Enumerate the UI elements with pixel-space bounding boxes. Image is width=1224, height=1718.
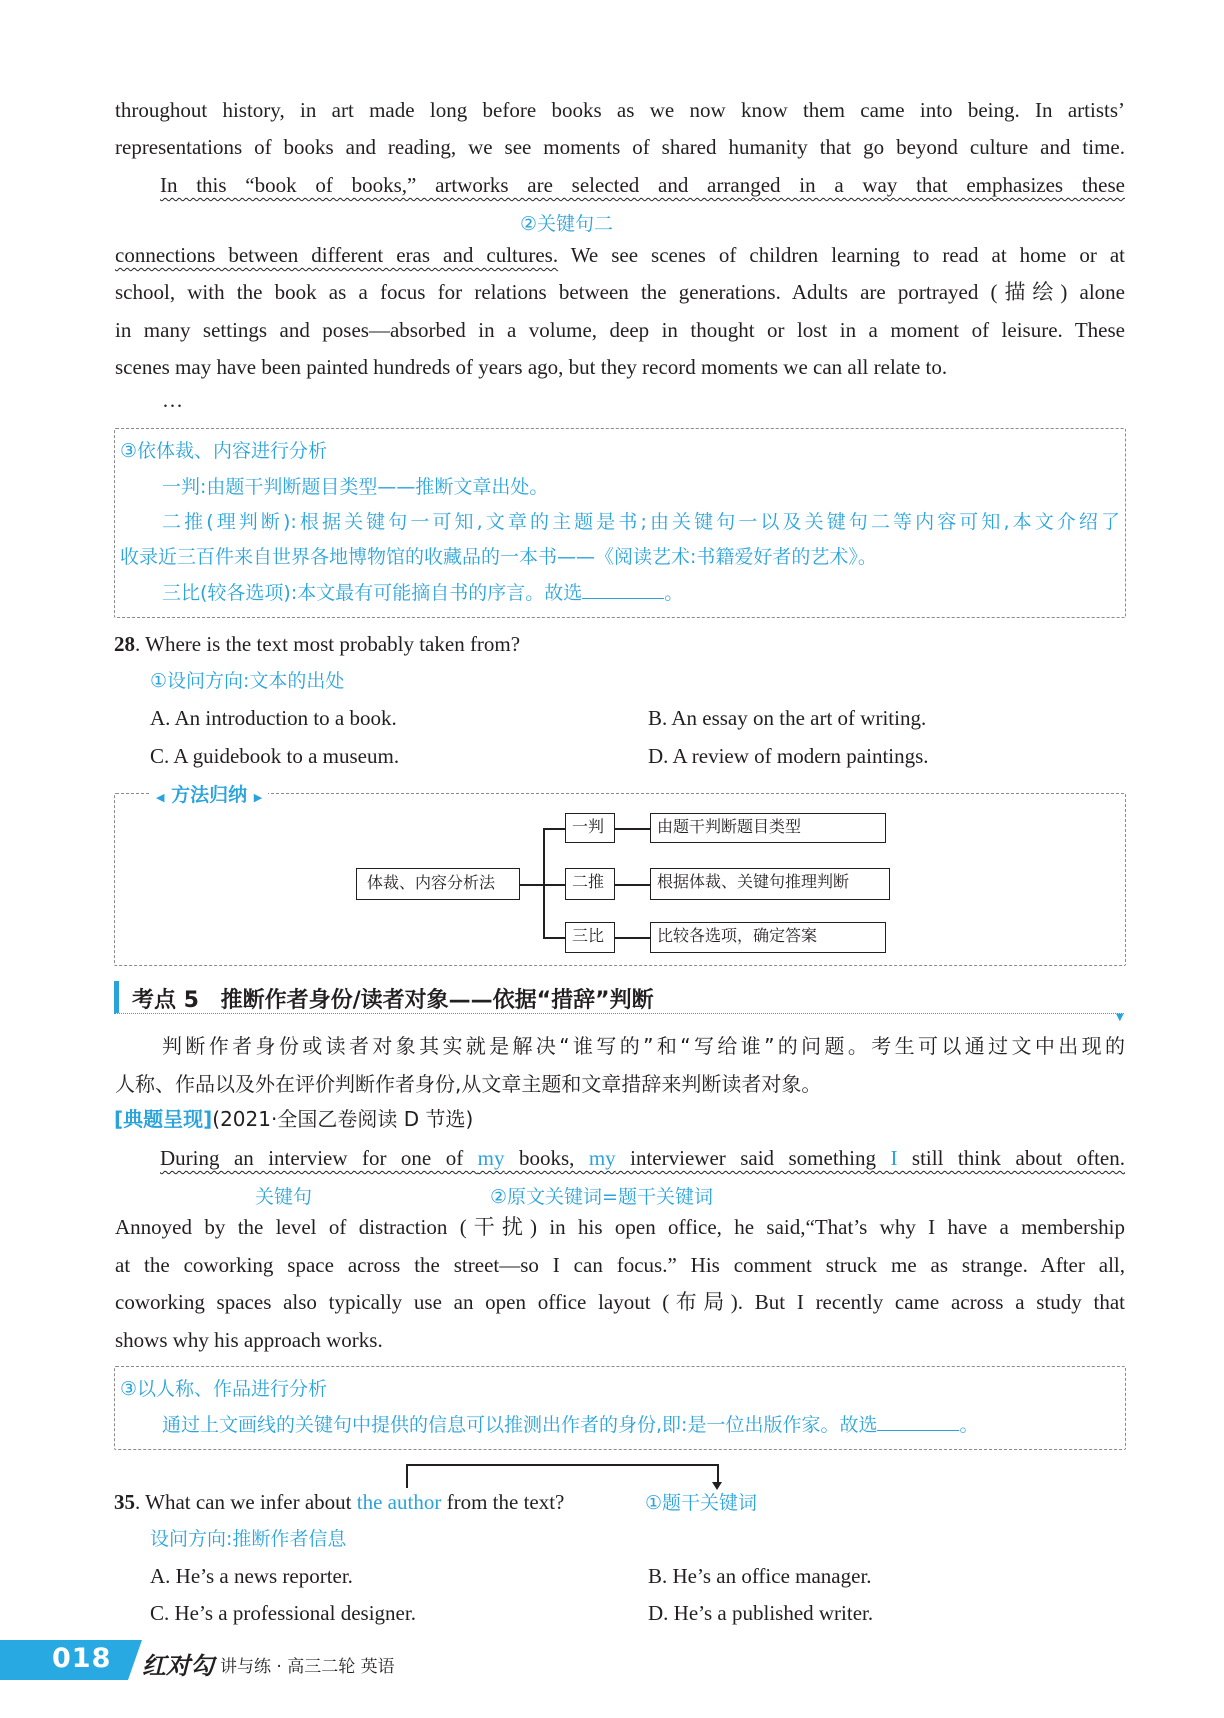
- option-b: B. An essay on the art of writing.: [648, 706, 927, 730]
- option-a: A. He’s a news reporter.: [150, 1564, 353, 1588]
- annotation-key-sentence: 关键句: [255, 1186, 313, 1208]
- left-arrow-icon: ◀: [156, 791, 165, 804]
- answer-blank: [582, 578, 664, 599]
- analysis-step: 通过上文画线的关键句中提供的信息可以推测出作者的身份,即:是一位出版作家。故选 。: [162, 1408, 978, 1442]
- keyword-connector: [406, 1464, 408, 1488]
- option-b: B. He’s an office manager.: [648, 1564, 872, 1588]
- option-c: C. He’s a professional designer.: [150, 1601, 416, 1625]
- example-header: [114, 1103, 473, 1132]
- chevron-down-icon: ▼: [1116, 1012, 1124, 1023]
- series-title: 讲与练 · 高三二轮 英语: [220, 1657, 395, 1677]
- passage-line: scenes may have been painted hundreds of years ago, but they record moments we can all relate to.: [115, 355, 948, 379]
- right-arrow-icon: ▶: [253, 791, 263, 804]
- ellipsis: …: [162, 388, 183, 412]
- annotation-key-sentence-2: ②关键句二: [520, 213, 614, 235]
- page-number-bar-tip: [128, 1640, 142, 1680]
- question-28: 28. Where is the text most probably taken from?: [114, 632, 521, 656]
- method-step-desc: 由题干判断题目类型: [650, 813, 886, 843]
- passage-line: school, with the book as a focus for relations between the generations. Adults are portrayed (描绘) alone: [115, 280, 1125, 304]
- method-step-key: 二推: [565, 868, 615, 900]
- passage-line: coworking spaces also typically use an open office layout (布局). But I recently came across a study that: [115, 1290, 1125, 1314]
- passage-line: [160, 167, 1125, 205]
- key-sentence: During an interview for one of my books, my interviewer said something I still think about often.: [160, 1146, 1126, 1170]
- section-title: 考点 5 推断作者身份/读者对象——依据“措辞”判断: [132, 988, 654, 1013]
- passage-line: representations of books and reading, we see moments of shared humanity that go beyond culture and time.: [115, 135, 1125, 159]
- page-number: 018: [52, 1643, 112, 1674]
- section-intro: 人称、作品以及外在评价判断作者身份,从文章主题和文章措辞来判断读者对象。: [115, 1072, 822, 1096]
- method-step-desc: 根据体裁、关键句推理判断: [650, 868, 890, 900]
- method-step-desc: 比较各选项，确定答案: [650, 922, 886, 953]
- question-35: 35. What can we infer about the author from the text?: [114, 1490, 565, 1514]
- question-hint: ①设问方向:文本的出处: [150, 670, 345, 692]
- brand-logo: 红对勾: [142, 1652, 214, 1680]
- example-source: (2021·全国乙卷阅读 D 节选): [212, 1107, 474, 1131]
- option-d: D. He’s a published writer.: [648, 1601, 874, 1625]
- analysis-title: ③以人称、作品进行分析: [120, 1378, 328, 1400]
- passage-line: throughout history, in art made long before books as we now know them came into being. In artists’: [115, 98, 1125, 122]
- section-bar: [114, 981, 119, 1013]
- method-step-key: 三比: [565, 922, 615, 953]
- analysis-title: ③依体裁、内容进行分析: [120, 440, 328, 462]
- passage-line: [160, 1140, 1125, 1178]
- passage-line: at the coworking space across the street—so I can focus.” His comment struck me as strange. After all,: [115, 1253, 1125, 1277]
- method-root: 体裁、内容分析法: [356, 868, 520, 900]
- option-d: D. A review of modern paintings.: [648, 744, 929, 768]
- analysis-step-3: 三比(较各选项):本文最有可能摘自书的序言。故选 。: [162, 576, 683, 610]
- option-a: A. An introduction to a book.: [150, 706, 397, 730]
- analysis-step-2-cont: 收录近三百件来自世界各地博物馆的收藏品的一本书——《阅读艺术:书籍爱好者的艺术》。: [120, 546, 877, 568]
- method-title: ◀ 方法归纳 ▶: [150, 780, 268, 807]
- method-step-key: 一判: [565, 813, 615, 843]
- keyword-note: ①题干关键词: [645, 1492, 758, 1514]
- annotation-keywords: ②原文关键词=题干关键词: [490, 1186, 713, 1208]
- key-sentence-two-cont: connections between different eras and cultures.: [115, 243, 559, 267]
- answer-blank: [877, 1410, 959, 1431]
- question-hint: 设问方向:推断作者信息: [150, 1528, 347, 1550]
- analysis-step-2: 二推(理判断):根据关键句一可知,文章的主题是书;由关键句一以及关键句二等内容可知,本文介绍了: [162, 511, 1120, 533]
- section-intro: 判断作者身份或读者对象其实就是解决“谁写的”和“写给谁”的问题。考生可以通过文中出现的: [162, 1034, 1125, 1058]
- example-label: [典题呈现]: [114, 1107, 213, 1131]
- passage-line: Annoyed by the level of distraction (干扰) in his open office, he said,“That’s why I have a membership: [115, 1215, 1125, 1239]
- passage-line: in many settings and poses—absorbed in a volume, deep in thought or lost in a moment of leisure. These: [115, 318, 1125, 342]
- section-badge: 考点 5: [132, 988, 199, 1013]
- passage-line: connections between different eras and cultures. We see scenes of children learning to read at home or at: [115, 243, 1126, 267]
- option-c: C. A guidebook to a museum.: [150, 744, 400, 768]
- passage-line: shows why his approach works.: [115, 1328, 383, 1352]
- analysis-step-1: 一判:由题干判断题目类型——推断文章出处。: [162, 476, 549, 498]
- key-sentence-two: In this “book of books,” artworks are selected and arranged in a way that emphasizes these: [160, 173, 1125, 197]
- method-box: [114, 793, 1126, 966]
- keyword-connector: [406, 1464, 718, 1466]
